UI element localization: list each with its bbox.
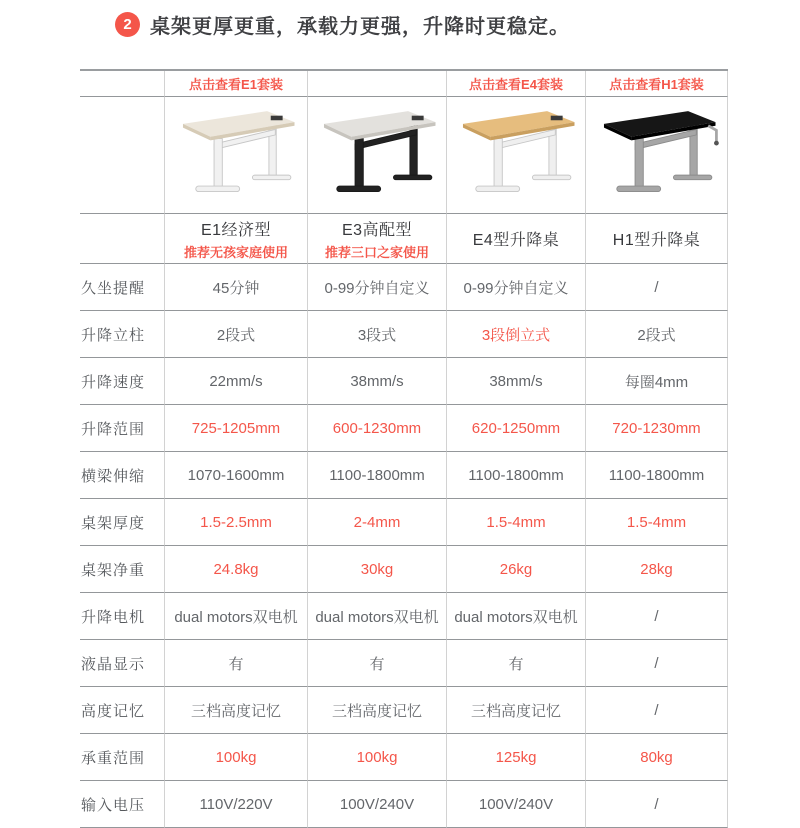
spec-value: 24.8kg bbox=[165, 546, 308, 593]
product-header-e4 bbox=[447, 214, 586, 264]
spec-value: 三档高度记忆 bbox=[165, 687, 308, 734]
spec-value: 有 bbox=[308, 640, 447, 687]
spec-label: 承重范围 bbox=[80, 734, 165, 781]
product-image-e3 bbox=[308, 97, 447, 214]
spec-value: 0-99分钟自定义 bbox=[308, 264, 447, 311]
desk-illustration-h1 bbox=[593, 102, 721, 208]
spec-value: 2段式 bbox=[586, 311, 728, 358]
spec-value: 三档高度记忆 bbox=[308, 687, 447, 734]
spec-value: 100V/240V bbox=[447, 781, 586, 828]
spec-value: 100V/240V bbox=[308, 781, 447, 828]
spec-value: 1100-1800mm bbox=[308, 452, 447, 499]
spec-value: dual motors双电机 bbox=[165, 593, 308, 640]
spec-value: 28kg bbox=[586, 546, 728, 593]
product-name: H1型升降桌 bbox=[612, 232, 701, 249]
spec-label: 高度记忆 bbox=[80, 687, 165, 734]
product-image-h1 bbox=[586, 97, 728, 214]
spec-value: 2段式 bbox=[165, 311, 308, 358]
product-link-e4-text[interactable]: 点击查看E4套装 bbox=[469, 77, 563, 92]
product-link-e4[interactable] bbox=[447, 71, 586, 97]
links-row-label bbox=[80, 71, 165, 97]
spec-value: 3段式 bbox=[308, 311, 447, 358]
spec-value: 80kg bbox=[586, 734, 728, 781]
spec-value: 三档高度记忆 bbox=[447, 687, 586, 734]
product-name: E1经济型 bbox=[200, 221, 272, 239]
crank-handle-icon bbox=[708, 126, 719, 146]
spec-value: 38mm/s bbox=[308, 358, 447, 405]
spec-value: 125kg bbox=[447, 734, 586, 781]
spec-value: 0-99分钟自定义 bbox=[447, 264, 586, 311]
product-name: E4型升降桌 bbox=[472, 232, 560, 249]
section-header bbox=[115, 10, 570, 39]
spec-value: 725-1205mm bbox=[165, 405, 308, 452]
spec-value: 100kg bbox=[308, 734, 447, 781]
comparison-table bbox=[80, 69, 728, 828]
desk-controller-icon bbox=[271, 116, 283, 121]
spec-label: 桌架厚度 bbox=[80, 499, 165, 546]
spec-value: 720-1230mm bbox=[586, 405, 728, 452]
spec-label: 升降电机 bbox=[80, 593, 165, 640]
spec-value: / bbox=[586, 640, 728, 687]
product-image-e1 bbox=[165, 97, 308, 214]
spec-value: 45分钟 bbox=[165, 264, 308, 311]
spec-value: 26kg bbox=[447, 546, 586, 593]
spec-value: 1100-1800mm bbox=[586, 452, 728, 499]
desk-illustration-e3 bbox=[313, 102, 441, 208]
spec-value: dual motors双电机 bbox=[447, 593, 586, 640]
spec-value: / bbox=[586, 593, 728, 640]
spec-label: 输入电压 bbox=[80, 781, 165, 828]
product-header-h1 bbox=[586, 214, 728, 264]
spec-label: 液晶显示 bbox=[80, 640, 165, 687]
names-row-label bbox=[80, 214, 165, 264]
spec-value: / bbox=[586, 781, 728, 828]
spec-label: 升降范围 bbox=[80, 405, 165, 452]
desk-controller-icon bbox=[551, 116, 563, 121]
product-header-e3 bbox=[308, 214, 447, 264]
spec-value: 每圈4mm bbox=[586, 358, 728, 405]
spec-value: / bbox=[586, 687, 728, 734]
spec-value: 100kg bbox=[165, 734, 308, 781]
spec-value: 1100-1800mm bbox=[447, 452, 586, 499]
desk-illustration-e1 bbox=[172, 102, 300, 208]
product-header-e1 bbox=[165, 214, 308, 264]
desk-controller-icon bbox=[412, 116, 424, 121]
product-subtitle: 推荐三口之家使用 bbox=[324, 244, 429, 260]
spec-label: 横梁伸缩 bbox=[80, 452, 165, 499]
product-subtitle: 推荐无孩家庭使用 bbox=[183, 244, 288, 260]
product-image-e4 bbox=[447, 97, 586, 214]
spec-value: 有 bbox=[165, 640, 308, 687]
spec-value: 22mm/s bbox=[165, 358, 308, 405]
spec-value: 38mm/s bbox=[447, 358, 586, 405]
step-badge: 2 bbox=[115, 12, 140, 37]
spec-value: 2-4mm bbox=[308, 499, 447, 546]
spec-value: 1070-1600mm bbox=[165, 452, 308, 499]
desk-illustration-e4 bbox=[452, 102, 580, 208]
spec-value: 1.5-2.5mm bbox=[165, 499, 308, 546]
spec-label: 升降立柱 bbox=[80, 311, 165, 358]
spec-value: 600-1230mm bbox=[308, 405, 447, 452]
spec-value: 30kg bbox=[308, 546, 447, 593]
images-row-label bbox=[80, 97, 165, 214]
spec-value: 1.5-4mm bbox=[586, 499, 728, 546]
spec-value: 620-1250mm bbox=[447, 405, 586, 452]
spec-value: 有 bbox=[447, 640, 586, 687]
product-name: E3高配型 bbox=[341, 221, 413, 239]
product-link-e1-text[interactable]: 点击查看E1套装 bbox=[189, 77, 283, 92]
product-link-h1-text[interactable]: 点击查看H1套装 bbox=[609, 77, 704, 92]
product-link-h1[interactable] bbox=[586, 71, 728, 97]
product-link-e1[interactable] bbox=[165, 71, 308, 97]
spec-value: dual motors双电机 bbox=[308, 593, 447, 640]
spec-value: / bbox=[586, 264, 728, 311]
spec-label: 升降速度 bbox=[80, 358, 165, 405]
spec-label: 桌架净重 bbox=[80, 546, 165, 593]
spec-value: 3段倒立式 bbox=[447, 311, 586, 358]
spec-value: 110V/220V bbox=[165, 781, 308, 828]
spec-label: 久坐提醒 bbox=[80, 264, 165, 311]
page-title: 桌架更厚更重，承载力更强，升降时更稳定。 bbox=[150, 16, 570, 38]
product-link-e3 bbox=[308, 71, 447, 97]
spec-value: 1.5-4mm bbox=[447, 499, 586, 546]
